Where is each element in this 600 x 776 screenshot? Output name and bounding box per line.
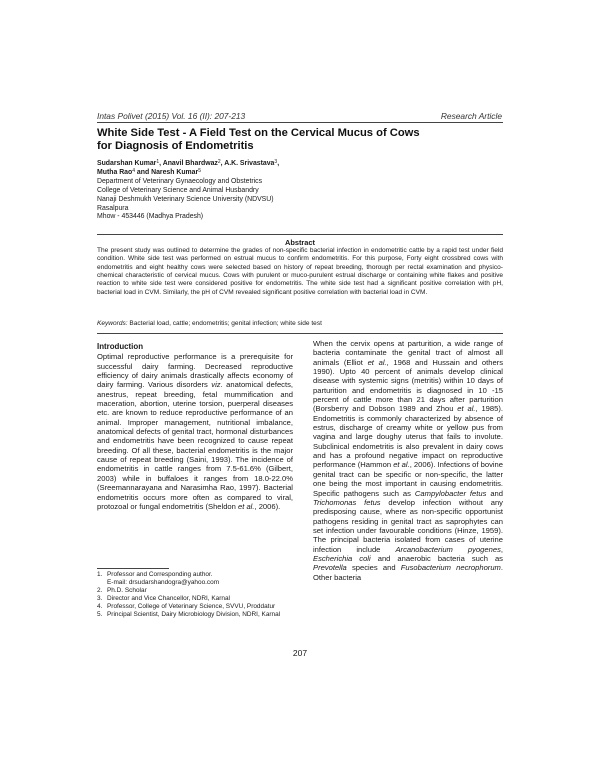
affiliation-line: Nanaji Deshmukh Veterinary Science University (NDVSU) (97, 195, 274, 203)
text-run-italic: et al. (238, 501, 255, 511)
footnote-number: 1. (97, 571, 103, 578)
author-sep: , (277, 160, 280, 167)
keywords-line (97, 320, 503, 328)
abstract-text: The present study was outlined to determine the grades of non-specific bacterial infection in endometritic cattle by a rapid test under field condition. White side test was performed on estrual mucus to confirm endometritis. For this purpose, Forty eight crossbred cows with endometritis and eight healthy cows were selected based on history of repeat breeding, thorough per rectal examination and physico-chemical characteristic of cervical mucus. Cows with purulent or muco-purulent estrual discharge or containing white flakes and positive reaction to white side test were considered positive for endometritis. The white side test had a significant positive correlation with pH, bacterial load in CVM. Similarly, the pH of CVM revealed significant positive correlation with bacterial load in CVM. (97, 247, 503, 296)
author-sup: 2 (217, 159, 221, 165)
author-sup: 1 (156, 159, 160, 165)
text-run-italic: Campylobacter fetus (414, 488, 487, 498)
affiliation-line: Rasalpura (97, 204, 129, 212)
text-run: species and (346, 563, 401, 573)
footnote-item (97, 587, 293, 595)
header-rule (97, 122, 503, 123)
text-run: , 2006). (254, 501, 281, 511)
text-run: When the cervix opens at parturition, a wide range of bacteria contaminate the genital tract of almost all animals (Elliot (313, 339, 503, 367)
text-run-italic: et al. (367, 357, 387, 367)
text-run: Optimal reproductive performance is a prerequisite for successful dairy farming. Decreased reproductive efficiency of dairy animals drastically affects economy of dairy farming. Various disorders (97, 352, 293, 390)
text-run-italic: viz. (211, 380, 223, 390)
keywords-text: Bacterial load, cattle; endometritis; genital infection; white side test (129, 320, 322, 327)
text-run-italic: Fusobacterium necrophorum (400, 563, 501, 573)
text-run: anatomical defects, anestrus, repeat breeding, fetal mummification and maceration, abortion, uterine torsion, puerperal diseases etc. are known to reduce reproductive performance of an animal. Improper management, nutritional imbalance, anatomical defects of genital tract, hormonal disturbances and endometritis have been recognized to cause repeat breeding. Of all these, bacterial endometritis is the major cause of repeat breeding (Saini, 1993). The incidence of endometritis in cattle ranges from 7.5-61.6% (Gilbert, 2003) while in buffaloes it ranges from 18.0-22.0% (Sreemannarayana and Narasimha Rao, 1997). Bacterial endometritis occurs more often as compared to viral, protozoal or fungal endometritis (Sheldon (97, 380, 293, 511)
affiliation-line: College of Veterinary Science and Animal Husbandry (97, 186, 259, 194)
author-sup: 4 (132, 167, 135, 174)
footnote-text: Principal Scientist, Dairy Microbiology Division, NDRI, Karnal (107, 611, 281, 619)
author-name: Sudarshan Kumar (97, 160, 157, 167)
text-run: , (500, 544, 503, 554)
text-run: , 2006). Infections of bovine genital tract can be specific or non-specific, the latter one being the most important in causing endometritis. Specific pathogens such as (313, 460, 504, 498)
introduction-heading: Introduction (97, 342, 144, 351)
footnote-text: Director and Vice Chancellor, NDRI, Karnal (107, 595, 230, 603)
author-line (97, 160, 497, 169)
abstract-rule (97, 234, 503, 235)
author-line (97, 169, 497, 178)
text-run-italic: et al. (457, 404, 476, 414)
footnote-number: 4. (97, 603, 103, 611)
author-sup: 3 (274, 159, 278, 165)
footnote-text: Professor, College of Veterinary Science, SVVU, Proddatur (107, 603, 276, 611)
left-column (97, 342, 293, 511)
footnote-rule (97, 568, 169, 569)
keywords-label: Keywords: (97, 320, 128, 327)
footnote-item (97, 595, 293, 603)
text-run: develop infection without any predisposing cause, where as non-specific opportunist pathogens residing in genital tract as saprophytes can set infection under favourable conditions (Hinze, 1959). The principal bacteria isolated from cases of uterine infection include (313, 497, 503, 554)
abstract-heading: Abstract (285, 238, 315, 247)
text-run: . Other bacteria (313, 563, 504, 582)
author-name: Naresh Kumar (151, 168, 199, 176)
author-name: Anavil Bhardwaz (162, 160, 218, 167)
running-header-article-type: Research Article (440, 111, 502, 121)
author-sep: and (135, 168, 152, 176)
author-sep: , (159, 160, 163, 167)
author-block (97, 160, 497, 222)
text-run-italic: Arcanobacterium pyogenes (395, 544, 501, 554)
footnote-number: 2. (97, 587, 103, 595)
footnote-item (97, 603, 293, 611)
text-run-italic: Trichomonas fetus (313, 497, 381, 507)
footnote-item (97, 611, 293, 619)
footnote-item (97, 571, 293, 587)
author-name: Mutha Rao (97, 168, 133, 176)
text-run-italic: Escherichia coli (313, 553, 371, 563)
text-run: and (486, 488, 504, 498)
footnotes (97, 568, 293, 620)
title-line: White Side Test - A Field Test on the Cervical Mucus of Cows (97, 127, 420, 139)
page-number: 207 (292, 648, 308, 658)
footnote-line: E-mail: drsudarshandogra@yahoo.com (107, 579, 220, 587)
intro-paragraph-left (97, 352, 293, 511)
author-sep: , (220, 160, 225, 167)
right-column (313, 339, 503, 582)
author-name: A.K. Srivastava (224, 160, 275, 167)
footnote-line: Professor and Corresponding author. (107, 571, 213, 578)
text-run-italic: et al. (393, 460, 410, 470)
affiliation-line: Department of Veterinary Gynaecology and Obstetrics (97, 177, 263, 185)
intro-paragraph-right (313, 339, 503, 582)
text-run: , 1968 and Hussain and others 1990). Upto 40 percent of animals develop clinical disease with systemic signs (metritis) within 10 days of parturition and endometritis is diagnosed in 10 -15 percent of cattle more than 21 days after parturition (Borsberry and Dobson 1989 and Zhou (313, 357, 504, 414)
footnote-text (107, 571, 293, 587)
text-run-italic: Prevotella (313, 563, 347, 573)
footnote-text: Ph.D. Scholar (107, 587, 147, 595)
article-title (97, 127, 497, 153)
keywords-rule (97, 333, 503, 334)
author-sup: 5 (198, 167, 201, 174)
text-run: , 1985). Endometritis is commonly characterized by absence of estrus, discharge of creamy white or yellow pus from vagina and large doughy uterus that fails to involute. Subclinical endometritis is also prevalent in dairy cows and has a profound negative impact on reproductive performance (Hammon (313, 404, 503, 470)
running-header-journal: Intas Polivet (2015) Vol. 16 (II): 207-213 (97, 111, 246, 121)
title-line: for Diagnosis of Endometritis (97, 140, 254, 152)
affiliation-line: Mhow - 453446 (Madhya Pradesh) (97, 213, 204, 221)
footnote-number: 3. (97, 595, 103, 603)
text-run: and anaerobic bacteria such as (370, 553, 503, 563)
footnote-number: 5. (97, 611, 103, 619)
